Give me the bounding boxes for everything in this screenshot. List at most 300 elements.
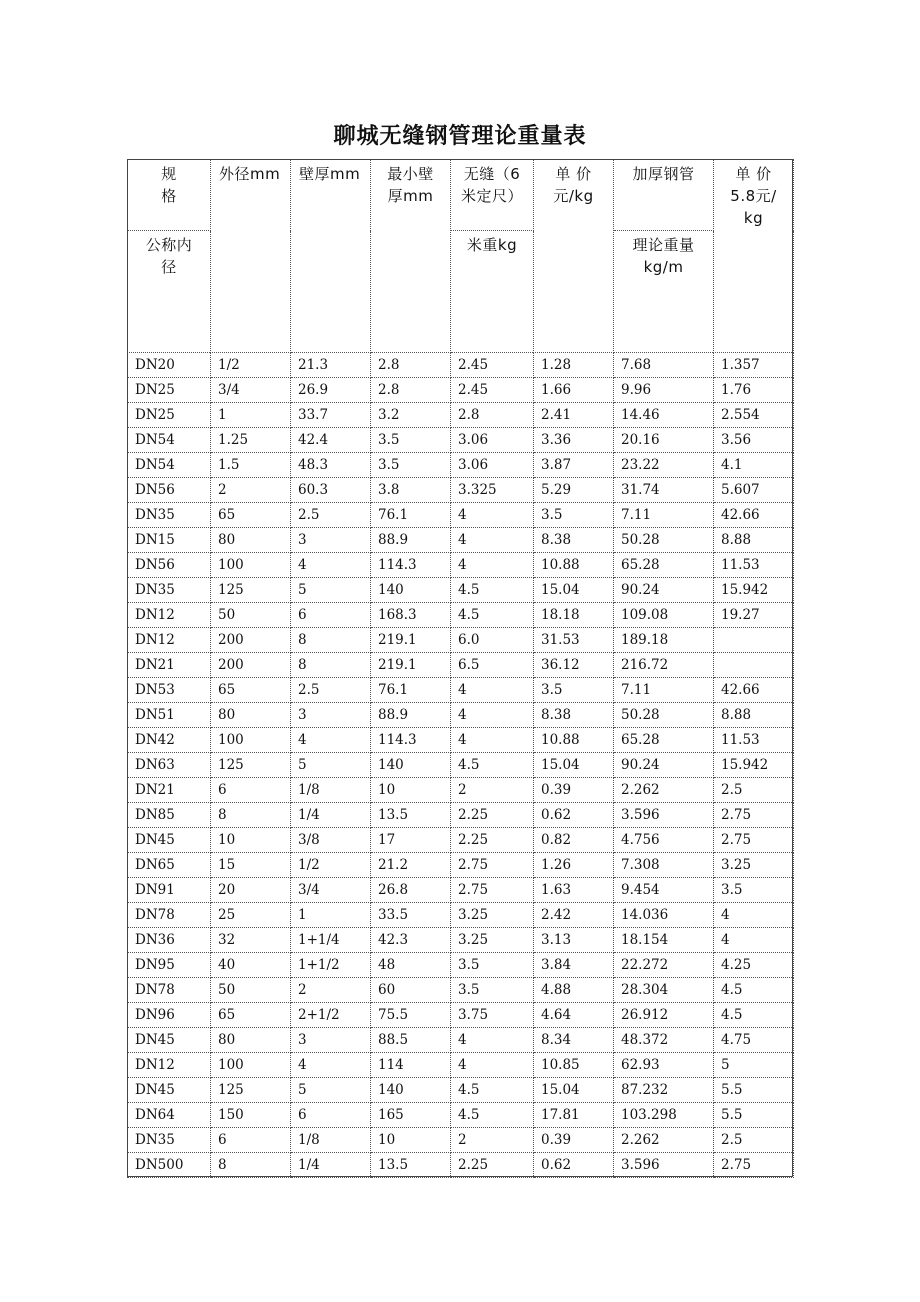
cell-unit-price: 4.64 [534, 1003, 614, 1028]
weight-table [127, 159, 794, 1178]
cell-meter-weight: 3.5 [451, 978, 534, 1003]
cell-wall-thickness: 42.4 [291, 428, 371, 453]
cell-outer-diameter: 1 [211, 403, 291, 428]
cell-min-wall: 140 [371, 578, 451, 603]
cell-outer-diameter: 32 [211, 928, 291, 953]
cell-spec: DN12 [128, 1053, 211, 1078]
cell-unit-price: 4.88 [534, 978, 614, 1003]
cell-unit-price: 17.81 [534, 1103, 614, 1128]
cell-wall-thickness: 1+1/4 [291, 928, 371, 953]
header-theoretical-weight: 理论重量 kg/m [614, 231, 714, 353]
cell-meter-weight: 4 [451, 1053, 534, 1078]
cell-price-58: 4 [714, 928, 794, 953]
table-row [128, 603, 794, 628]
cell-wall-thickness: 26.9 [291, 378, 371, 403]
cell-theoretical-weight: 2.262 [614, 778, 714, 803]
cell-min-wall: 219.1 [371, 628, 451, 653]
cell-unit-price: 15.04 [534, 578, 614, 603]
table-row [128, 1028, 794, 1053]
cell-wall-thickness: 3 [291, 528, 371, 553]
table-row [128, 703, 794, 728]
cell-spec: DN21 [128, 653, 211, 678]
cell-spec: DN65 [128, 853, 211, 878]
table-row [128, 1078, 794, 1103]
header-price-58: 单 价 5.8元/ kg [714, 160, 794, 353]
cell-wall-thickness: 1/4 [291, 803, 371, 828]
cell-meter-weight: 2.75 [451, 853, 534, 878]
cell-spec: DN51 [128, 703, 211, 728]
cell-spec: DN45 [128, 1028, 211, 1053]
cell-unit-price: 15.04 [534, 753, 614, 778]
header-row-top [128, 160, 794, 231]
cell-outer-diameter: 25 [211, 903, 291, 928]
table-row [128, 653, 794, 678]
cell-unit-price: 18.18 [534, 603, 614, 628]
cell-meter-weight: 4.5 [451, 1103, 534, 1128]
cell-min-wall: 2.8 [371, 378, 451, 403]
cell-price-58: 3.25 [714, 853, 794, 878]
cell-theoretical-weight: 28.304 [614, 978, 714, 1003]
cell-spec: DN53 [128, 678, 211, 703]
cell-theoretical-weight: 14.46 [614, 403, 714, 428]
cell-meter-weight: 2.25 [451, 828, 534, 853]
cell-spec: DN96 [128, 1003, 211, 1028]
cell-min-wall: 42.3 [371, 928, 451, 953]
table-row [128, 778, 794, 803]
cell-theoretical-weight: 3.596 [614, 803, 714, 828]
table-row [128, 828, 794, 853]
cell-outer-diameter: 65 [211, 1003, 291, 1028]
table-row [128, 553, 794, 578]
cell-unit-price: 10.88 [534, 553, 614, 578]
cell-spec: DN36 [128, 928, 211, 953]
cell-meter-weight: 4 [451, 703, 534, 728]
cell-spec: DN15 [128, 528, 211, 553]
cell-meter-weight: 4 [451, 553, 534, 578]
cell-outer-diameter: 80 [211, 1028, 291, 1053]
cell-unit-price: 31.53 [534, 628, 614, 653]
cell-outer-diameter: 80 [211, 528, 291, 553]
cell-theoretical-weight: 189.18 [614, 628, 714, 653]
cell-wall-thickness: 2 [291, 978, 371, 1003]
cell-unit-price: 0.62 [534, 1153, 614, 1178]
cell-wall-thickness: 5 [291, 578, 371, 603]
cell-min-wall: 26.8 [371, 878, 451, 903]
table-row [128, 728, 794, 753]
table-row [128, 1003, 794, 1028]
cell-unit-price: 3.5 [534, 503, 614, 528]
cell-meter-weight: 3.25 [451, 928, 534, 953]
cell-unit-price: 3.5 [534, 678, 614, 703]
cell-theoretical-weight: 65.28 [614, 553, 714, 578]
cell-price-58 [714, 628, 794, 653]
cell-unit-price: 0.62 [534, 803, 614, 828]
cell-wall-thickness: 60.3 [291, 478, 371, 503]
cell-outer-diameter: 100 [211, 728, 291, 753]
cell-unit-price: 3.36 [534, 428, 614, 453]
cell-wall-thickness: 3 [291, 1028, 371, 1053]
cell-unit-price: 0.39 [534, 778, 614, 803]
cell-theoretical-weight: 22.272 [614, 953, 714, 978]
cell-wall-thickness: 1/4 [291, 1153, 371, 1178]
cell-theoretical-weight: 65.28 [614, 728, 714, 753]
cell-meter-weight: 4 [451, 503, 534, 528]
cell-unit-price: 2.42 [534, 903, 614, 928]
cell-outer-diameter: 40 [211, 953, 291, 978]
cell-outer-diameter: 15 [211, 853, 291, 878]
cell-meter-weight: 4 [451, 728, 534, 753]
cell-min-wall: 10 [371, 778, 451, 803]
cell-theoretical-weight: 90.24 [614, 753, 714, 778]
cell-min-wall: 3.5 [371, 428, 451, 453]
cell-meter-weight: 2 [451, 1128, 534, 1153]
cell-spec: DN42 [128, 728, 211, 753]
cell-unit-price: 15.04 [534, 1078, 614, 1103]
cell-outer-diameter: 1/2 [211, 353, 291, 378]
cell-price-58: 5.5 [714, 1103, 794, 1128]
cell-price-58: 2.554 [714, 403, 794, 428]
cell-wall-thickness: 33.7 [291, 403, 371, 428]
cell-min-wall: 219.1 [371, 653, 451, 678]
cell-theoretical-weight: 31.74 [614, 478, 714, 503]
cell-min-wall: 165 [371, 1103, 451, 1128]
cell-theoretical-weight: 50.28 [614, 528, 714, 553]
cell-price-58: 5.607 [714, 478, 794, 503]
cell-min-wall: 168.3 [371, 603, 451, 628]
cell-theoretical-weight: 48.372 [614, 1028, 714, 1053]
cell-outer-diameter: 1.5 [211, 453, 291, 478]
cell-min-wall: 17 [371, 828, 451, 853]
cell-outer-diameter: 20 [211, 878, 291, 903]
cell-spec: DN35 [128, 578, 211, 603]
cell-wall-thickness: 1+1/2 [291, 953, 371, 978]
cell-theoretical-weight: 7.308 [614, 853, 714, 878]
cell-wall-thickness: 2.5 [291, 678, 371, 703]
cell-price-58: 11.53 [714, 728, 794, 753]
cell-min-wall: 3.5 [371, 453, 451, 478]
header-nominal-diameter: 公称内 径 [128, 231, 211, 353]
cell-outer-diameter: 2 [211, 478, 291, 503]
cell-spec: DN25 [128, 403, 211, 428]
cell-spec: DN56 [128, 553, 211, 578]
cell-theoretical-weight: 103.298 [614, 1103, 714, 1128]
cell-price-58 [714, 653, 794, 678]
cell-outer-diameter: 50 [211, 603, 291, 628]
cell-price-58: 3.56 [714, 428, 794, 453]
cell-unit-price: 5.29 [534, 478, 614, 503]
table-row [128, 753, 794, 778]
cell-meter-weight: 4.5 [451, 1078, 534, 1103]
header-thick-pipe: 加厚钢管 [614, 160, 714, 231]
cell-price-58: 11.53 [714, 553, 794, 578]
cell-unit-price: 3.84 [534, 953, 614, 978]
cell-price-58: 4.1 [714, 453, 794, 478]
cell-min-wall: 140 [371, 1078, 451, 1103]
cell-theoretical-weight: 4.756 [614, 828, 714, 853]
cell-unit-price: 10.85 [534, 1053, 614, 1078]
cell-meter-weight: 4 [451, 528, 534, 553]
cell-min-wall: 114.3 [371, 728, 451, 753]
cell-meter-weight: 6.0 [451, 628, 534, 653]
cell-wall-thickness: 3 [291, 703, 371, 728]
cell-theoretical-weight: 7.68 [614, 353, 714, 378]
cell-min-wall: 75.5 [371, 1003, 451, 1028]
table-row [128, 528, 794, 553]
cell-outer-diameter: 65 [211, 678, 291, 703]
cell-spec: DN54 [128, 453, 211, 478]
cell-meter-weight: 3.5 [451, 953, 534, 978]
cell-spec: DN54 [128, 428, 211, 453]
cell-theoretical-weight: 3.596 [614, 1153, 714, 1178]
cell-outer-diameter: 6 [211, 778, 291, 803]
cell-unit-price: 3.87 [534, 453, 614, 478]
cell-price-58: 2.75 [714, 803, 794, 828]
header-wall-thickness: 壁厚mm [291, 160, 371, 353]
cell-price-58: 8.88 [714, 703, 794, 728]
cell-unit-price: 8.38 [534, 703, 614, 728]
cell-outer-diameter: 200 [211, 628, 291, 653]
table-row [128, 628, 794, 653]
cell-wall-thickness: 3/8 [291, 828, 371, 853]
cell-min-wall: 76.1 [371, 678, 451, 703]
cell-wall-thickness: 8 [291, 628, 371, 653]
cell-meter-weight: 4 [451, 678, 534, 703]
header-meter-weight: 米重kg [451, 231, 534, 353]
cell-theoretical-weight: 62.93 [614, 1053, 714, 1078]
page-title: 聊城无缝钢管理论重量表 [333, 124, 587, 149]
cell-price-58: 15.942 [714, 578, 794, 603]
cell-min-wall: 140 [371, 753, 451, 778]
cell-unit-price: 1.26 [534, 853, 614, 878]
cell-price-58: 15.942 [714, 753, 794, 778]
cell-spec: DN64 [128, 1103, 211, 1128]
cell-price-58: 1.357 [714, 353, 794, 378]
cell-theoretical-weight: 7.11 [614, 678, 714, 703]
cell-price-58: 4.25 [714, 953, 794, 978]
cell-meter-weight: 4.5 [451, 578, 534, 603]
cell-min-wall: 76.1 [371, 503, 451, 528]
cell-spec: DN25 [128, 378, 211, 403]
cell-min-wall: 88.5 [371, 1028, 451, 1053]
cell-min-wall: 2.8 [371, 353, 451, 378]
cell-price-58: 42.66 [714, 503, 794, 528]
table-row [128, 353, 794, 378]
cell-price-58: 2.5 [714, 1128, 794, 1153]
table-row [128, 1128, 794, 1153]
cell-spec: DN78 [128, 903, 211, 928]
cell-spec: DN95 [128, 953, 211, 978]
cell-wall-thickness: 2+1/2 [291, 1003, 371, 1028]
cell-min-wall: 13.5 [371, 1153, 451, 1178]
cell-theoretical-weight: 7.11 [614, 503, 714, 528]
cell-unit-price: 3.13 [534, 928, 614, 953]
cell-unit-price: 8.38 [534, 528, 614, 553]
cell-wall-thickness: 1 [291, 903, 371, 928]
cell-wall-thickness: 3/4 [291, 878, 371, 903]
cell-meter-weight: 4.5 [451, 603, 534, 628]
cell-price-58: 2.75 [714, 1153, 794, 1178]
cell-meter-weight: 3.75 [451, 1003, 534, 1028]
cell-meter-weight: 2.8 [451, 403, 534, 428]
cell-wall-thickness: 1/2 [291, 853, 371, 878]
table-row [128, 953, 794, 978]
cell-wall-thickness: 1/8 [291, 778, 371, 803]
cell-meter-weight: 3.325 [451, 478, 534, 503]
cell-wall-thickness: 2.5 [291, 503, 371, 528]
cell-meter-weight: 2.25 [451, 1153, 534, 1178]
cell-min-wall: 21.2 [371, 853, 451, 878]
table-row [128, 803, 794, 828]
cell-unit-price: 1.66 [534, 378, 614, 403]
cell-outer-diameter: 50 [211, 978, 291, 1003]
cell-price-58: 5 [714, 1053, 794, 1078]
cell-outer-diameter: 125 [211, 1078, 291, 1103]
cell-outer-diameter: 125 [211, 578, 291, 603]
cell-min-wall: 13.5 [371, 803, 451, 828]
cell-wall-thickness: 4 [291, 553, 371, 578]
table-row [128, 478, 794, 503]
cell-meter-weight: 2.25 [451, 803, 534, 828]
cell-wall-thickness: 8 [291, 653, 371, 678]
cell-outer-diameter: 100 [211, 1053, 291, 1078]
cell-min-wall: 60 [371, 978, 451, 1003]
table-row [128, 378, 794, 403]
cell-theoretical-weight: 18.154 [614, 928, 714, 953]
cell-meter-weight: 6.5 [451, 653, 534, 678]
cell-price-58: 1.76 [714, 378, 794, 403]
table-row [128, 503, 794, 528]
cell-min-wall: 10 [371, 1128, 451, 1153]
table-row [128, 403, 794, 428]
table-row [128, 1103, 794, 1128]
cell-spec: DN35 [128, 503, 211, 528]
cell-price-58: 2.75 [714, 828, 794, 853]
cell-meter-weight: 2 [451, 778, 534, 803]
cell-meter-weight: 2.45 [451, 378, 534, 403]
cell-wall-thickness: 48.3 [291, 453, 371, 478]
table-row [128, 453, 794, 478]
cell-theoretical-weight: 109.08 [614, 603, 714, 628]
cell-wall-thickness: 1/8 [291, 1128, 371, 1153]
header-spec-top: 规 格 [128, 160, 211, 231]
cell-outer-diameter: 3/4 [211, 378, 291, 403]
cell-theoretical-weight: 50.28 [614, 703, 714, 728]
cell-spec: DN500 [128, 1153, 211, 1178]
cell-min-wall: 3.2 [371, 403, 451, 428]
cell-price-58: 4.5 [714, 978, 794, 1003]
cell-spec: DN20 [128, 353, 211, 378]
cell-theoretical-weight: 9.96 [614, 378, 714, 403]
cell-min-wall: 48 [371, 953, 451, 978]
cell-theoretical-weight: 87.232 [614, 1078, 714, 1103]
cell-outer-diameter: 65 [211, 503, 291, 528]
cell-min-wall: 114.3 [371, 553, 451, 578]
cell-unit-price: 8.34 [534, 1028, 614, 1053]
cell-price-58: 8.88 [714, 528, 794, 553]
cell-wall-thickness: 21.3 [291, 353, 371, 378]
cell-outer-diameter: 8 [211, 1153, 291, 1178]
cell-wall-thickness: 5 [291, 753, 371, 778]
cell-price-58: 4.5 [714, 1003, 794, 1028]
header-unit-price: 单 价 元/kg [534, 160, 614, 353]
cell-theoretical-weight: 14.036 [614, 903, 714, 928]
cell-outer-diameter: 80 [211, 703, 291, 728]
cell-meter-weight: 3.06 [451, 428, 534, 453]
cell-theoretical-weight: 90.24 [614, 578, 714, 603]
cell-outer-diameter: 150 [211, 1103, 291, 1128]
cell-theoretical-weight: 20.16 [614, 428, 714, 453]
table-row [128, 878, 794, 903]
cell-spec: DN63 [128, 753, 211, 778]
cell-theoretical-weight: 23.22 [614, 453, 714, 478]
cell-unit-price: 36.12 [534, 653, 614, 678]
cell-theoretical-weight: 9.454 [614, 878, 714, 903]
cell-outer-diameter: 1.25 [211, 428, 291, 453]
cell-outer-diameter: 100 [211, 553, 291, 578]
cell-unit-price: 0.82 [534, 828, 614, 853]
cell-meter-weight: 3.06 [451, 453, 534, 478]
cell-wall-thickness: 5 [291, 1078, 371, 1103]
cell-price-58: 2.5 [714, 778, 794, 803]
table-row [128, 1053, 794, 1078]
cell-outer-diameter: 125 [211, 753, 291, 778]
cell-price-58: 4.75 [714, 1028, 794, 1053]
cell-min-wall: 114 [371, 1053, 451, 1078]
cell-meter-weight: 4.5 [451, 753, 534, 778]
cell-min-wall: 88.9 [371, 528, 451, 553]
cell-unit-price: 2.41 [534, 403, 614, 428]
cell-price-58: 42.66 [714, 678, 794, 703]
table-row [128, 903, 794, 928]
cell-price-58: 3.5 [714, 878, 794, 903]
cell-spec: DN78 [128, 978, 211, 1003]
table-row [128, 578, 794, 603]
cell-outer-diameter: 10 [211, 828, 291, 853]
table-row [128, 1153, 794, 1178]
cell-unit-price: 1.63 [534, 878, 614, 903]
cell-spec: DN85 [128, 803, 211, 828]
cell-theoretical-weight: 216.72 [614, 653, 714, 678]
table-row [128, 678, 794, 703]
cell-price-58: 4 [714, 903, 794, 928]
header-seamless: 无缝（6 米定尺） [451, 160, 534, 231]
table-row [128, 928, 794, 953]
cell-wall-thickness: 4 [291, 1053, 371, 1078]
cell-spec: DN45 [128, 1078, 211, 1103]
cell-unit-price: 0.39 [534, 1128, 614, 1153]
cell-price-58: 19.27 [714, 603, 794, 628]
cell-spec: DN12 [128, 603, 211, 628]
cell-outer-diameter: 8 [211, 803, 291, 828]
cell-theoretical-weight: 2.262 [614, 1128, 714, 1153]
cell-spec: DN45 [128, 828, 211, 853]
table-row [128, 853, 794, 878]
cell-meter-weight: 2.75 [451, 878, 534, 903]
cell-wall-thickness: 4 [291, 728, 371, 753]
header-min-wall: 最小壁 厚mm [371, 160, 451, 353]
cell-meter-weight: 4 [451, 1028, 534, 1053]
cell-outer-diameter: 6 [211, 1128, 291, 1153]
cell-theoretical-weight: 26.912 [614, 1003, 714, 1028]
cell-min-wall: 3.8 [371, 478, 451, 503]
cell-meter-weight: 2.45 [451, 353, 534, 378]
cell-spec: DN56 [128, 478, 211, 503]
cell-price-58: 5.5 [714, 1078, 794, 1103]
table-row [128, 978, 794, 1003]
cell-spec: DN91 [128, 878, 211, 903]
cell-spec: DN21 [128, 778, 211, 803]
cell-wall-thickness: 6 [291, 603, 371, 628]
